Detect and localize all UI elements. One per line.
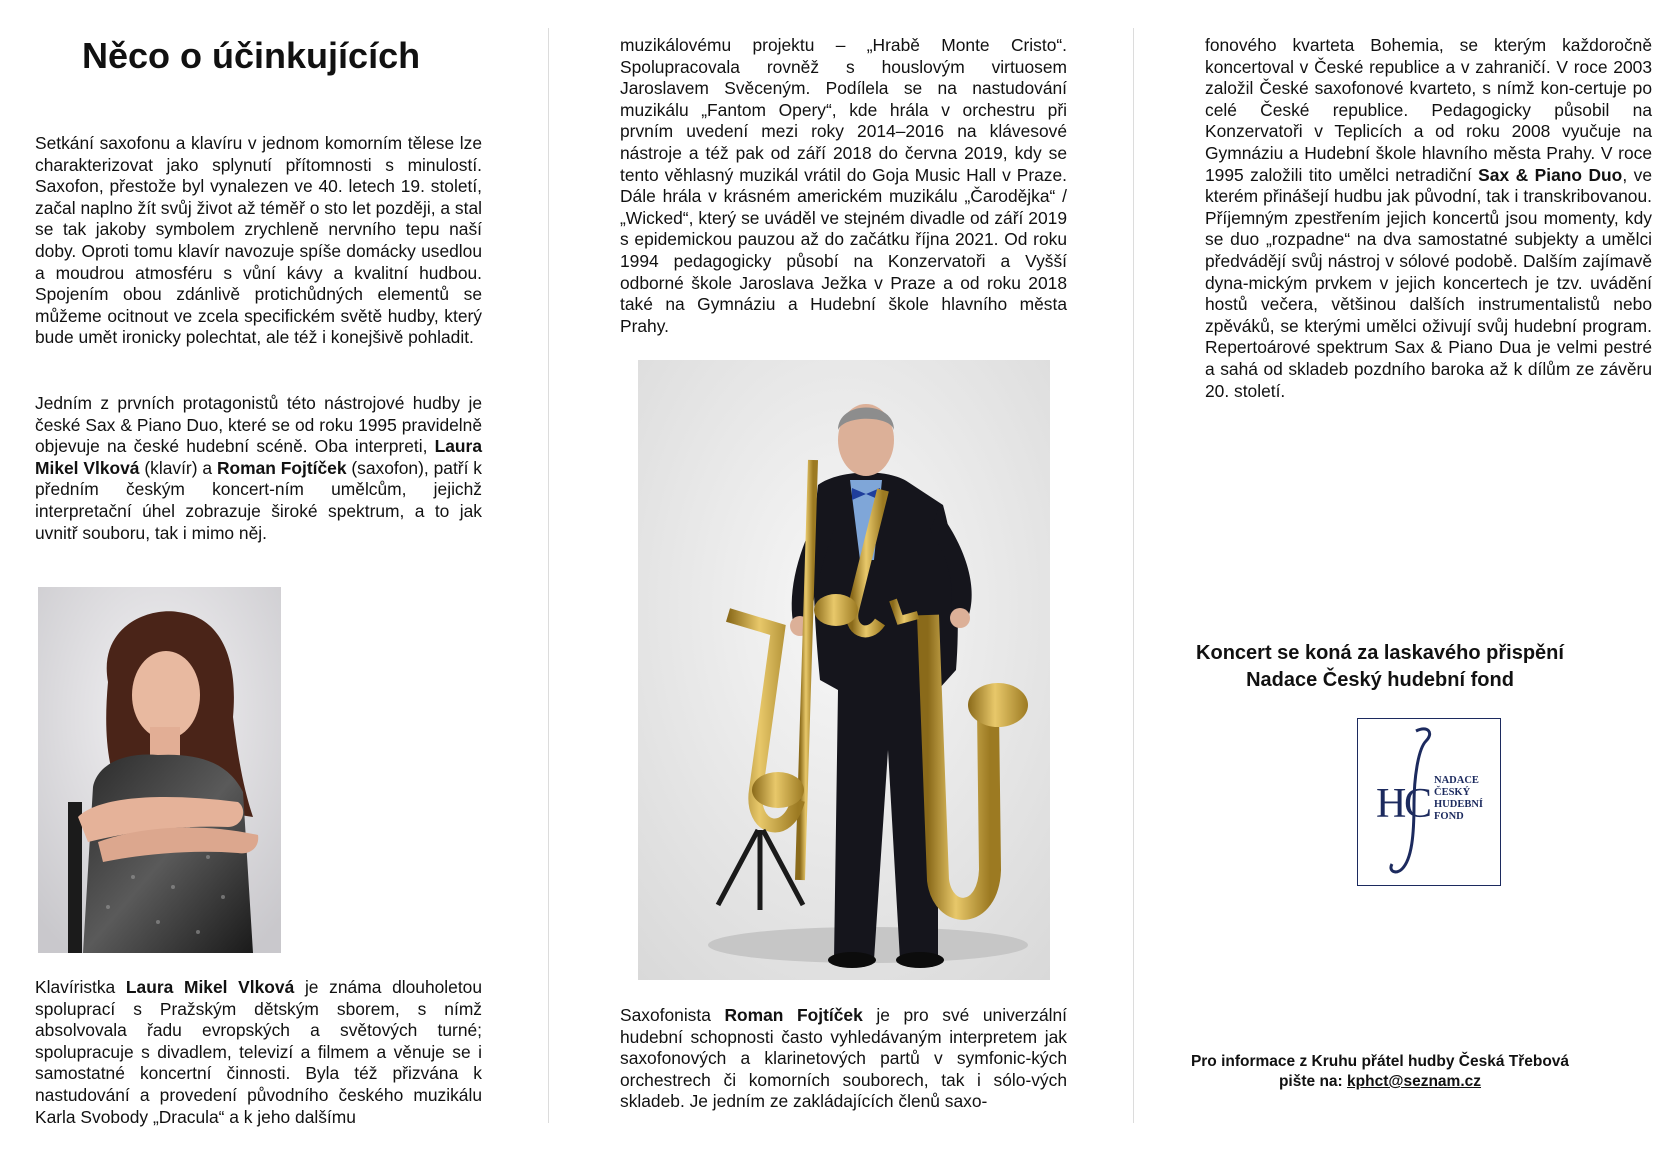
pianist-bio-name: Laura Mikel Vlková <box>125 977 295 997</box>
contact-info <box>1180 1052 1580 1092</box>
logo-text-line-2: ČESKÝ <box>1434 787 1471 798</box>
saxophonist-name: Roman Fojtíček <box>216 457 347 478</box>
duo-name: Sax & Piano Duo <box>1478 164 1623 185</box>
sponsor-credit <box>1180 640 1580 694</box>
contact-email-link[interactable]: kphct@seznam.cz <box>1347 1073 1482 1090</box>
sponsor-credit-line-2: Nadace Český hudební fond <box>1246 669 1514 691</box>
pianist-name: Laura Mikel Vlková <box>35 436 482 478</box>
saxophonist-bio-cont-text-2: , ve kterém přinášejí hudbu jak původní, tak i transkribovanou. Příjemným zpestřením jejich koncertů jsou momenty, kdy se duo „rozpadne“ na dva samostatné subjekty a umělci předvádějí svůj nástroj v sólové podobě. Dalším zajímavě dyna-mickým prvkem v jejich koncertech je tzv. uvádění hostů večera, většinou dalších instrumentalistů nebo zpěváků, se kterými umělci oživují svůj hudební program. Repertoárové spektrum Sax & Piano Dua je velmi pestré a sahá od skladeb pozdního baroka až k dílům ze závěru 20. století. <box>1205 164 1653 401</box>
pianist-photo <box>38 587 281 953</box>
svg-text:C: C <box>1404 781 1433 827</box>
intro-paragraph: Setkání saxofonu a klavíru v jednom komorním tělese lze charakterizovat jako splynutí přítomnosti s minulostí. Saxofon, přestože byl vynalezen ve 40. letech 19. století, začal naplno žít svůj život až téměř o sto let později, a stal se tak jakoby symbolem zrychleně nervního tepu naší doby. Oproti tomu klavír navozuje spíše domácky usedlou a moudrou atmosféru s vůní kávy a kvalitní hudbou. Spojením obou zdánlivě protichůdných elementů se můžeme ocitnout ve zcela specifickém světě hudby, který bude umět ironicky polechtat, ale též i konejšivě pohladit. <box>35 133 482 348</box>
duo-text-3: (saxofon), patří k předním českým koncert-ním umělcům, jejichž interpretační úhel zobrazuje široké spektrum, a to jak uvnitř souboru, tak i mimo něj. <box>35 457 482 543</box>
logo-text-line-1: NADACE <box>1434 775 1479 786</box>
contact-line-1: Pro informace z Kruhu přátel hudby Česká Třebová <box>1190 1053 1570 1070</box>
pianist-bio-paragraph <box>35 977 482 1128</box>
contact-prefix: pište na: <box>1278 1073 1348 1090</box>
duo-text-2: (klavír) a <box>139 457 217 478</box>
duo-text-1: Jedním z prvních protagonistů této nástrojové hudby je české Sax & Piano Duo, které se od roku 1995 pravidelně objevuje na české hudební scéně. Oba interpreti, <box>35 393 482 457</box>
sponsor-credit-line-1: Koncert se koná za laskavého přispění <box>1196 642 1564 664</box>
pianist-bio-text-2: je známa dlouholetou spoluprací s Pražským dětským sborem, s nímž absolvovala řadu evropských a světových turné; spolupracuje s divadlem, televizí a filmem a věnuje se i samostatné koncertní činnosti. Byla též přizvána k nastudování a provedení původního českého muzikálu Karla Svobody „Dracula“ a k jeho dalšímu <box>35 977 483 1127</box>
saxophonist-portrait-illustration <box>638 360 1050 980</box>
saxophonist-bio-text-2: je pro své univerzální hudební schopnosti často vyhledávaným interpretem jak saxofonových a klarinetových partů v symfonic-kých orchestrech či komorních souborech, tak i sólo-vých skladeb. Je jedním ze zakládajících členů saxo- <box>620 1005 1067 1112</box>
duo-paragraph <box>35 393 482 544</box>
nadace-chf-logo-mark <box>1358 719 1499 884</box>
column-divider-right <box>1133 28 1134 1123</box>
logo-text-line-3: HUDEBNÍ <box>1434 799 1484 810</box>
saxophonist-bio-paragraph <box>620 1005 1067 1113</box>
saxophonist-bio-cont-text-1: fonového kvarteta Bohemia, se kterým každoročně koncertoval v České republice a v zahraničí. V roce 2003 založil České saxofonové kvarteto, s nímž kon-certuje po celé České republice. Pedagogicky působil na Konzervatoři v Teplicích a od roku 2008 vyučuje na Gymnáziu a Hudební škole hlavního města Prahy. V roce 1995 založili tito umělci netradiční <box>1205 35 1652 185</box>
svg-text:H: H <box>1376 781 1407 827</box>
saxophonist-photo <box>638 360 1050 980</box>
saxophonist-bio-name: Roman Fojtíček <box>724 1005 863 1025</box>
pianist-portrait-illustration <box>38 587 281 953</box>
saxophonist-bio-text-1: Saxofonista <box>620 1005 725 1025</box>
pianist-bio-text-1: Klavíristka <box>35 977 126 997</box>
saxophonist-bio-continued-paragraph <box>1205 35 1652 402</box>
pianist-bio-continued-paragraph: muzikálovému projektu – „Hrabě Monte Cristo“. Spolupracovala rovněž s houslovým virtuosem Jaroslavem Svěceným. Podílela se na nastudování muzikálu „Fantom Opery“, kde hrála v orchestru při prvním uvedení mezi roky 2014–2016 na klávesové nástroje a též pak od září 2018 do června 2019, kdy se tento věhlasný muzikál vrátil do Goja Music Hall v Praze. Dále hrála v krásném americkém muzikálu „Čarodějka“ / „Wicked“, který se uváděl ve stejném divadle od září 2019 s epidemickou pauzou až do začátku října 2021. Od roku 1994 pedagogicky působí na Konzervatoři a Vyšší odborné škole Jaroslava Ježka v Praze a od roku 2018 také na Gymnáziu a Hudební škole hlavního města Prahy. <box>620 35 1067 336</box>
column-divider-left <box>548 28 549 1123</box>
nadace-chf-logo <box>1357 718 1501 886</box>
page-title: Něco o účinkujících <box>82 35 421 76</box>
contact-line-2 <box>1180 1072 1580 1092</box>
logo-text-line-4: FOND <box>1434 811 1464 822</box>
